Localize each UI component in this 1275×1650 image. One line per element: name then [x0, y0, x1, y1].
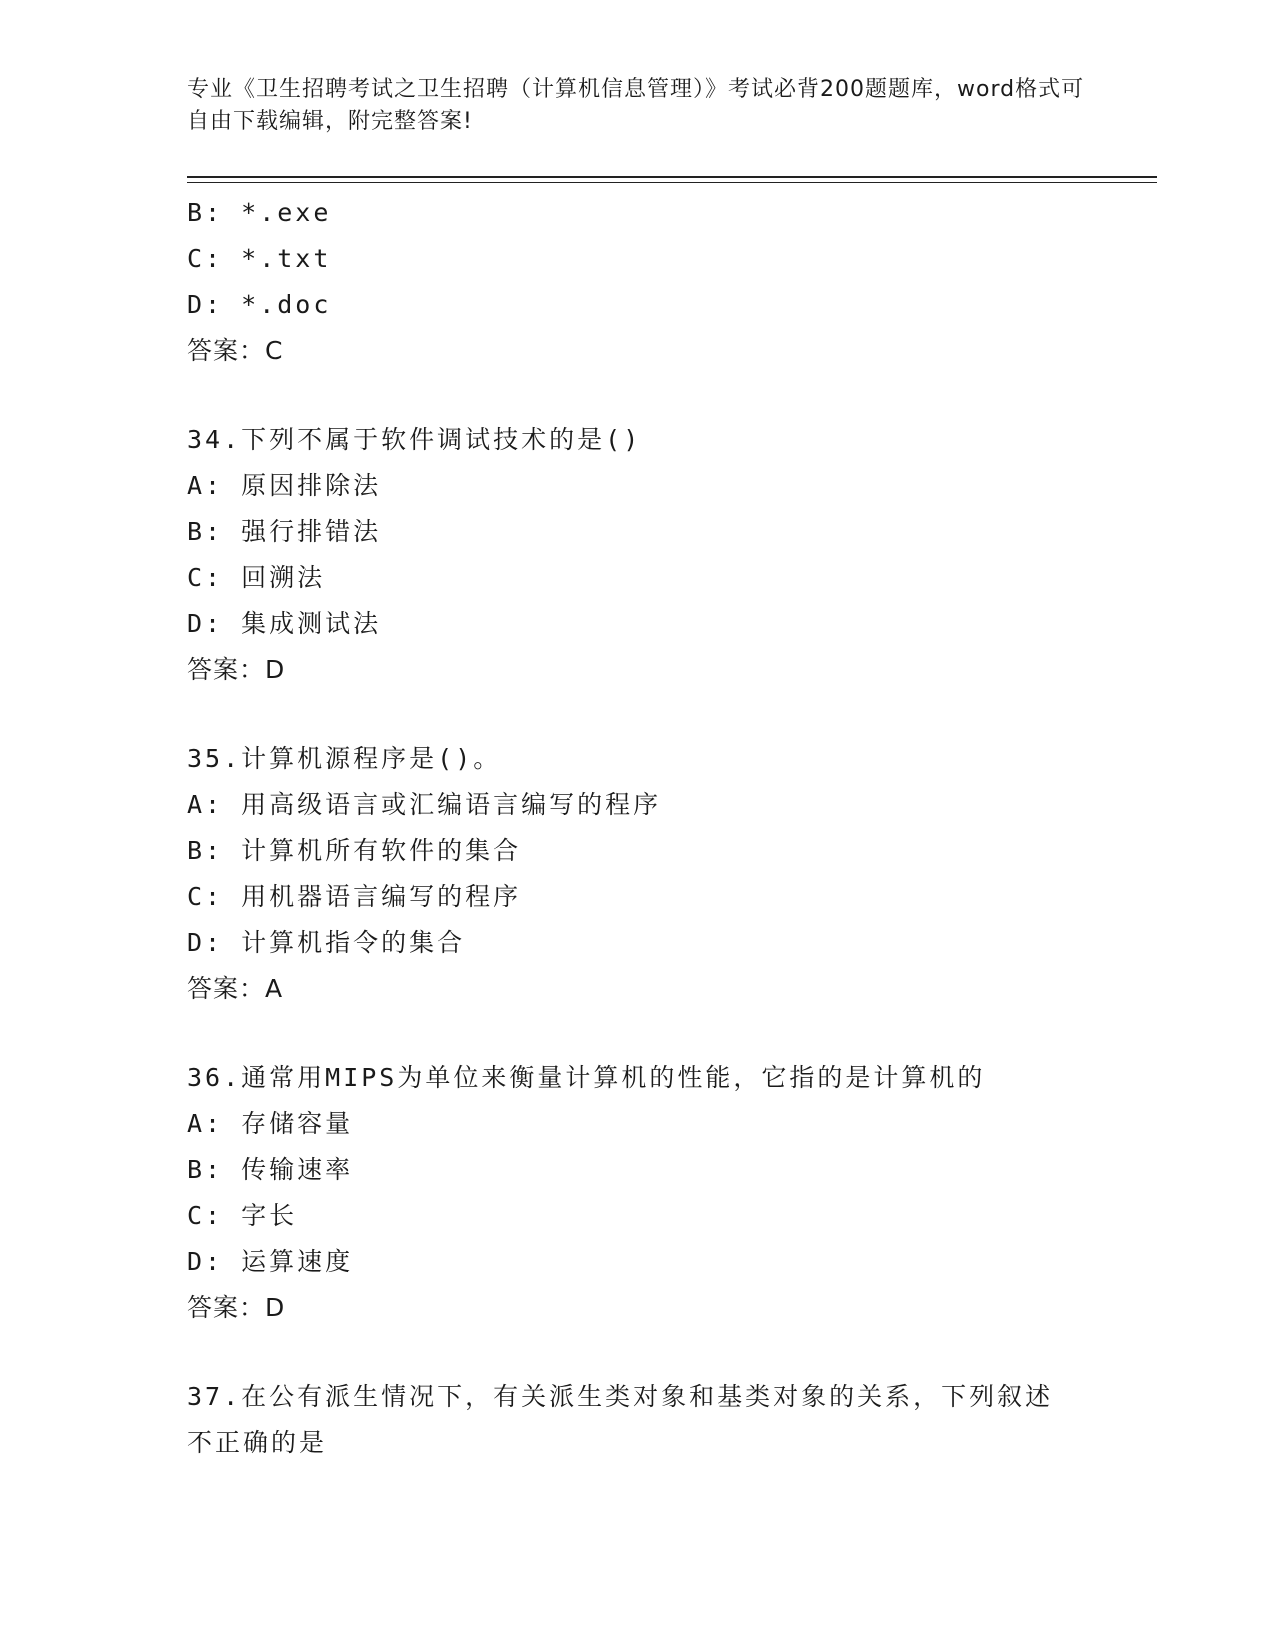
- option-d: D: *.doc: [187, 290, 332, 319]
- question-text: 37.在公有派生情况下，有关派生类对象和基类对象的关系，下列叙述不正确的是: [187, 1382, 1054, 1457]
- document-header: 专业《卫生招聘考试之卫生招聘（计算机信息管理）》考试必背200题题库，word格式可自由下载编辑，附完整答案!: [187, 77, 1085, 134]
- option-c: C: *.txt: [187, 244, 332, 273]
- question-list: [187, 190, 1157, 1466]
- header-rule-thin: [187, 182, 1157, 183]
- option-c: C: 字长: [187, 1201, 298, 1230]
- option-b: B: 计算机所有软件的集合: [187, 836, 522, 865]
- question-text: 34.下列不属于软件调试技术的是(): [187, 425, 642, 454]
- answer-line: 答案：D: [187, 655, 286, 684]
- option-d: D: 集成测试法: [187, 609, 382, 638]
- question-block-35: [187, 736, 1157, 1012]
- question-block-34: [187, 417, 1157, 693]
- option-c: C: 用机器语言编写的程序: [187, 882, 522, 911]
- question-text: 36.通常用MIPS为单位来衡量计算机的性能，它指的是计算机的: [187, 1063, 986, 1092]
- question-text: 35.计算机源程序是()。: [187, 744, 502, 773]
- option-a: A: 原因排除法: [187, 471, 382, 500]
- question-block-37: [187, 1374, 1157, 1466]
- header-rule-thick: [187, 176, 1157, 178]
- answer-line: 答案：C: [187, 336, 284, 365]
- question-block-36: [187, 1055, 1157, 1331]
- question-block-33: [187, 190, 1157, 374]
- option-a: A: 存储容量: [187, 1109, 354, 1138]
- option-c: C: 回溯法: [187, 563, 326, 592]
- option-d: D: 运算速度: [187, 1247, 354, 1276]
- option-b: B: 传输速率: [187, 1155, 354, 1184]
- option-b: B: 强行排错法: [187, 517, 382, 546]
- answer-line: 答案：D: [187, 1293, 286, 1322]
- option-a: A: 用高级语言或汇编语言编写的程序: [187, 790, 662, 819]
- option-d: D: 计算机指令的集合: [187, 928, 466, 957]
- answer-line: 答案：A: [187, 974, 284, 1003]
- option-b: B: *.exe: [187, 198, 332, 227]
